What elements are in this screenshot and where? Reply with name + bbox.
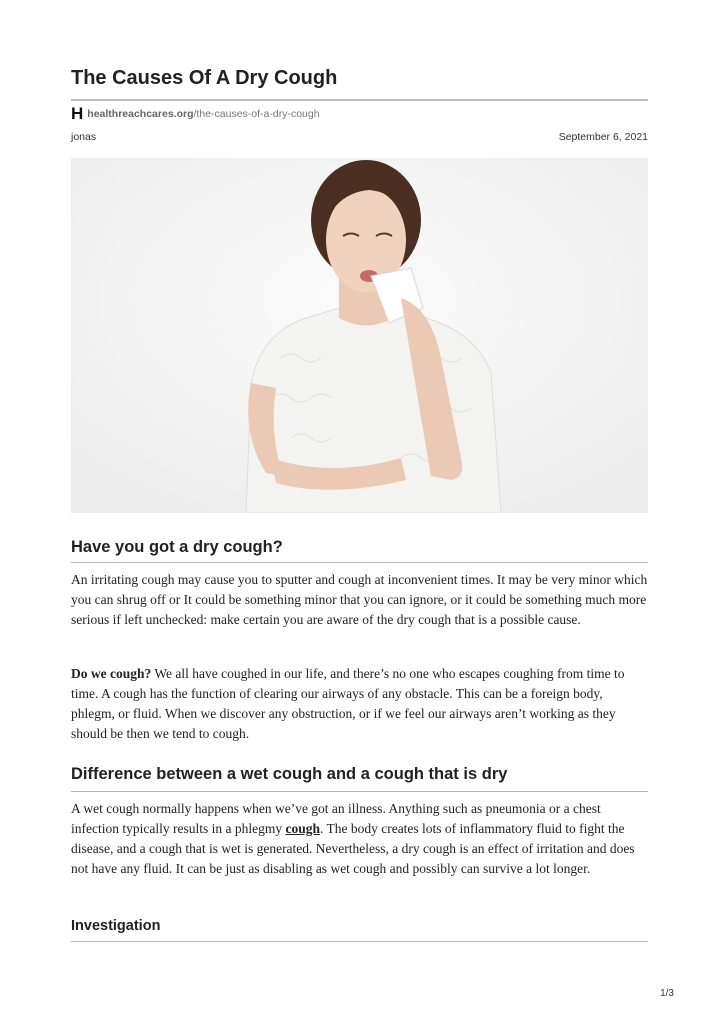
paragraph-wet-cough	[71, 799, 648, 879]
woman-coughing-illustration	[71, 158, 648, 513]
cough-link[interactable]: cough	[285, 821, 320, 836]
source-domain[interactable]: healthreachcares.org	[87, 107, 194, 120]
section-divider	[71, 562, 648, 563]
source-line	[71, 105, 320, 122]
paragraph-lead: Do we cough?	[71, 666, 152, 681]
section-heading-investigation: Investigation	[71, 918, 161, 934]
section-heading-dry-cough: Have you got a dry cough?	[71, 538, 283, 556]
author-name: jonas	[71, 131, 97, 143]
publish-date: September 6, 2021	[558, 131, 648, 143]
site-logo-icon: H	[71, 104, 84, 123]
section-divider	[71, 941, 648, 942]
section-divider	[71, 791, 648, 792]
paragraph-text: We all have coughed in our life, and there’s no one who escapes coughing from time to time. A cough has the function of clearing our airways of any obstacle. This can be a foreign body, phlegm, or fluid. When we discover any obstruction, or if we feel our airways aren’t working as they should be then we tend to cough.	[71, 666, 625, 741]
paragraph-intro: An irritating cough may cause you to sputter and cough at inconvenient times. It may be very minor which you can shrug off or It could be something minor that you can ignore, or it could be something much more serious if left unchecked: make certain you are aware of the dry cough that is a possible cause.	[71, 572, 648, 627]
paragraph-text: . The body creates lots of inflammatory fluid to fight the disease, and a cough that is wet is generated. Nevertheless, a dry cough is an effect of irritation and does not have any fluid. It can be just as disabling as wet cough and possibly can survive a lot longer.	[71, 821, 635, 876]
page-number: 1/3	[660, 988, 674, 999]
source-url[interactable]	[87, 108, 319, 120]
source-path[interactable]: /the-causes-of-a-dry-cough	[193, 107, 320, 120]
page-title: The Causes Of A Dry Cough	[71, 67, 338, 89]
section-heading-wet-vs-dry: Difference between a wet cough and a cough that is dry	[71, 765, 508, 783]
paragraph-text: A wet cough normally happens when we’ve got an illness. Anything such as pneumonia or a chest infection typically results in a phlegmy	[71, 801, 601, 836]
title-divider	[71, 99, 648, 101]
paragraph-do-we-cough	[71, 664, 648, 744]
hero-image	[71, 158, 648, 513]
